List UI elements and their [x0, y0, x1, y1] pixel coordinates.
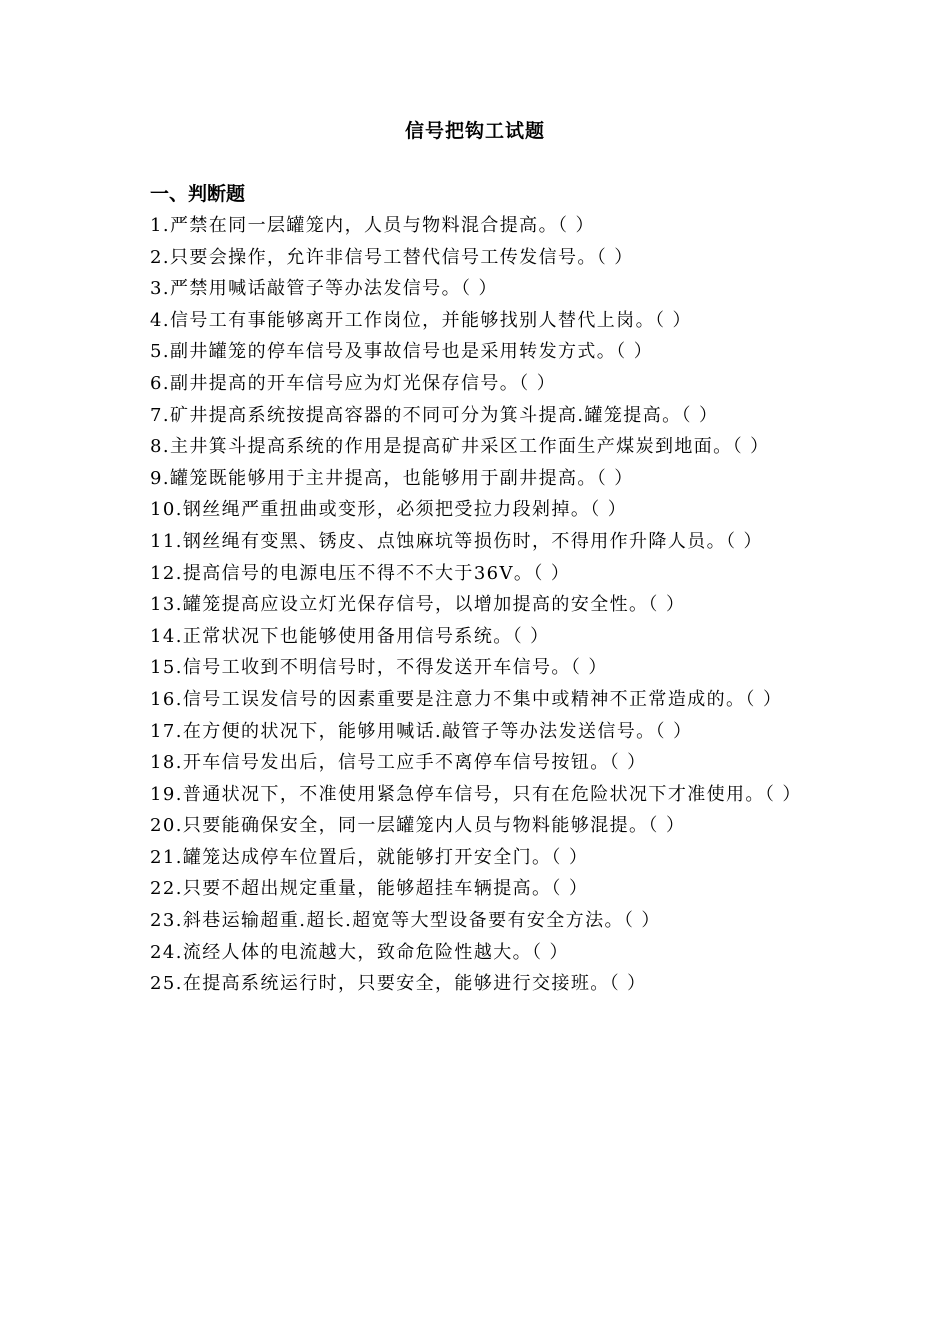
question-item: 10.钢丝绳严重扭曲或变形，必须把受拉力段剁掉。（ ）: [150, 499, 628, 521]
question-item: 21.罐笼达成停车位置后，就能够打开安全门。（ ）: [150, 846, 589, 868]
question-item: 24.流经人体的电流越大，致命危险性越大。（ ）: [150, 941, 569, 963]
document-title: 信号把钩工试题: [404, 120, 545, 142]
question-item: 15.信号工收到不明信号时，不得发送开车信号。（ ）: [150, 657, 608, 679]
question-item: 3.严禁用喊话敲管子等办法发信号。（ ）: [150, 278, 498, 300]
question-item: 14.正常状况下也能够使用备用信号系统。（ ）: [150, 625, 550, 647]
question-item: 9.罐笼既能够用于主井提高，也能够用于副井提高。（ ）: [150, 467, 634, 489]
question-item: 4.信号工有事能够离开工作岗位，并能够找别人替代上岗。（ ）: [150, 309, 692, 331]
question-item: 13.罐笼提高应设立灯光保存信号，以增加提高的安全性。（ ）: [150, 594, 686, 616]
question-item: 8.主井箕斗提高系统的作用是提高矿井采区工作面生产煤炭到地面。（ ）: [150, 436, 770, 458]
question-item: 6.副井提高的开车信号应为灯光保存信号。（ ）: [150, 372, 557, 394]
question-item: 16.信号工误发信号的因素重要是注意力不集中或精神不正常造成的。（ ）: [150, 688, 783, 710]
section-heading: 一、判断题: [150, 183, 246, 205]
question-item: 1.严禁在同一层罐笼内，人员与物料混合提高。（ ）: [150, 215, 595, 236]
question-item: 23.斜巷运输超重.超长.超宽等大型设备要有安全方法。（ ）: [150, 910, 661, 932]
question-item: 20.只要能确保安全，同一层罐笼内人员与物料能够混提。（ ）: [150, 815, 686, 837]
question-item: 12.提高信号的电源电压不得不不大于36V。（ ）: [150, 562, 571, 584]
question-item: 5.副井罐笼的停车信号及事故信号也是采用转发方式。（ ）: [150, 341, 654, 363]
question-item: 17.在方便的状况下，能够用喊话.敲管子等办法发送信号。（ ）: [150, 720, 693, 742]
question-item: 22.只要不超出规定重量，能够超挂车辆提高。（ ）: [150, 878, 589, 900]
question-item: 19.普通状况下，不准使用紧急停车信号，只有在危险状况下才准使用。（ ）: [150, 783, 802, 805]
question-section: [150, 178, 850, 1000]
question-item: 7.矿井提高系统按提高容器的不同可分为箕斗提高.罐笼提高。（ ）: [150, 404, 719, 426]
question-item: 2.只要会操作，允许非信号工替代信号工传发信号。（ ）: [150, 246, 634, 268]
question-item: 18.开车信号发出后，信号工应手不离停车信号按钮。（ ）: [150, 752, 647, 774]
question-item: 11.钢丝绳有变黑、锈皮、点蚀麻坑等损伤时，不得用作升降人员。（ ）: [150, 530, 763, 552]
question-item: 25.在提高系统运行时，只要安全，能够进行交接班。（ ）: [150, 973, 647, 995]
